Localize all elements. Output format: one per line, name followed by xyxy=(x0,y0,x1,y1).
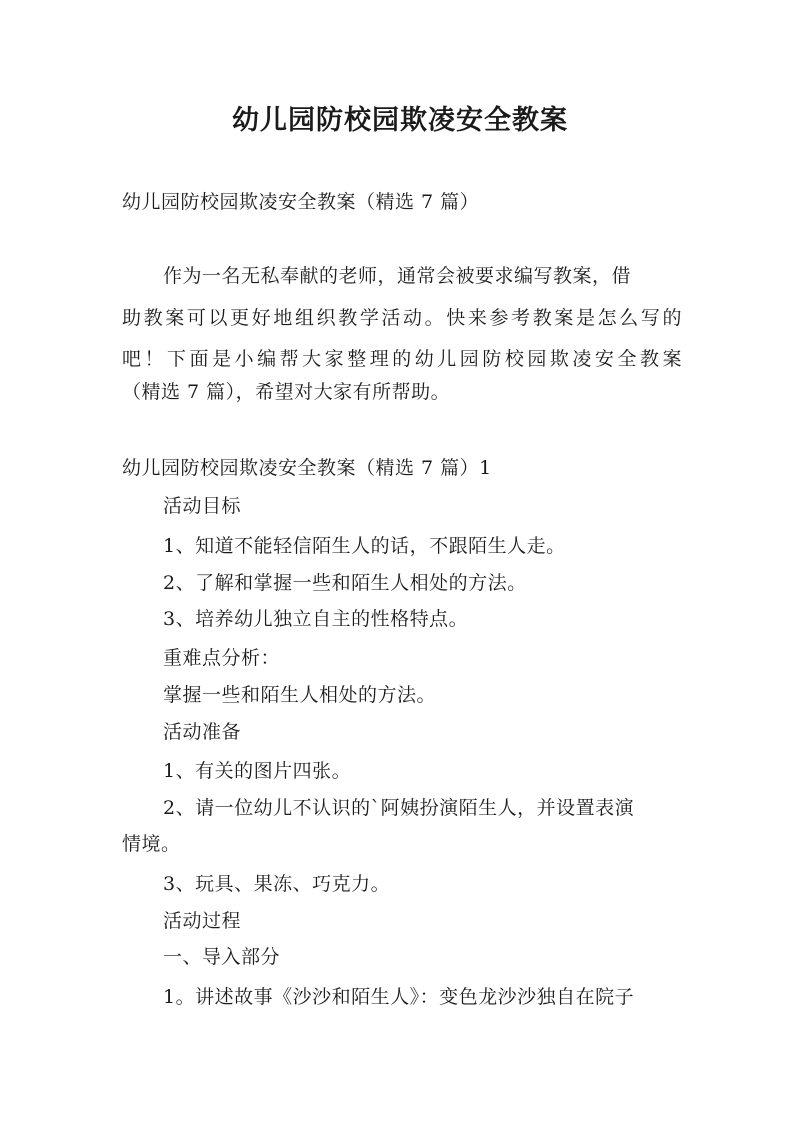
body-line-10: 情境。 xyxy=(122,833,181,855)
body-line-11: 3、玩具、果冻、巧克力。 xyxy=(163,873,391,895)
intro-line-1: 作为一名无私奉献的老师，通常会被要求编写教案，借 xyxy=(163,265,632,287)
body-line-3: 2、了解和掌握一些和陌生人相处的方法。 xyxy=(163,572,527,594)
intro-line-4: （精选 7 篇），希望对大家有所帮助。 xyxy=(122,381,451,403)
intro-line-3: 吧！下面是小编帮大家整理的幼儿园防校园欺凌安全教案 xyxy=(122,348,682,370)
body-line-5: 重难点分析： xyxy=(163,647,281,669)
body-line-13: 一、导入部分 xyxy=(163,946,281,968)
document-subtitle: 幼儿园防校园欺凌安全教案（精选 7 篇） xyxy=(122,191,480,213)
body-line-1: 活动目标 xyxy=(163,495,242,517)
body-line-8: 1、有关的图片四张。 xyxy=(163,760,352,782)
intro-line-2: 助教案可以更好地组织教学活动。快来参考教案是怎么写的 xyxy=(122,307,682,329)
body-line-14: 1。讲述故事《沙沙和陌生人》：变色龙沙沙独自在院子 xyxy=(163,986,635,1008)
body-line-6: 掌握一些和陌生人相处的方法。 xyxy=(163,684,437,706)
document-title: 幼儿园防校园欺凌安全教案 xyxy=(232,105,568,136)
body-line-12: 活动过程 xyxy=(163,910,242,932)
body-line-2: 1、知道不能轻信陌生人的话，不跟陌生人走。 xyxy=(163,535,566,557)
section-heading: 幼儿园防校园欺凌安全教案（精选 7 篇）1 xyxy=(122,457,492,479)
body-line-9: 2、请一位幼儿不认识的`阿姨扮演陌生人，并设置表演 xyxy=(163,797,635,819)
body-line-4: 3、培养幼儿独立自主的性格特点。 xyxy=(163,608,469,630)
body-line-7: 活动准备 xyxy=(163,721,242,743)
